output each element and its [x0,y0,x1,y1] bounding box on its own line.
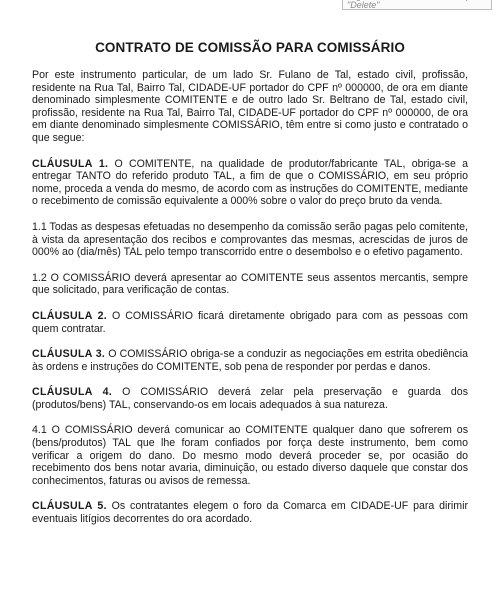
instruction-note-line-2: "Delete" [347,0,380,10]
clause-4-1-paragraph [32,424,468,487]
clause-1-2-paragraph [32,272,468,297]
clause-4-text: O COMISSÁRIO deverá zelar pela preservação e guarda dos (produtos/bens) TAL, conservando-os em locais adequados à sua natureza. [32,386,468,411]
clause-1-1-paragraph [32,221,468,259]
clause-5-text: Os contratantes elegem o foro da Comarca em CIDADE-UF para dirimir eventuais litígios decorrentes do ora acordado. [32,500,468,526]
clause-1-heading: CLÁUSULA 1. [32,157,109,170]
clause-3-heading: CLÁUSULA 3. [32,348,106,361]
clause-2-heading: CLÁUSULA 2. [32,309,108,322]
clause-2-text: O COMISSÁRIO ficará diretamente obrigado para com as pessoas com quem contratar. [32,309,468,335]
clause-4-1-text: 4.1 O COMISSÁRIO deverá comunicar ao COMITENTE qualquer dano que sofrerem os (bens/produtos) TAL que lhe foram confiados por força deste instrumento, bem como verificar a origem do dano. Do mesmo modo deverá proceder se, por ocasião do recebimento dos bens notar avaria, diminuição, ou estado diverso daquele que constar dos conhecimentos, faturas ou avisos de remessa. [32,424,468,487]
clause-4-paragraph [32,386,468,411]
paragraph-text: Por este instrumento particular, de um lado Sr. Fulano de Tal, estado civil, profissão, residente na Rua Tal, Bairro Tal, CIDADE-UF portador do CPF nº 000000, de ora em diante denominado simplesmente COMITENTE e de outro lado Sr. Beltrano de Tal, estado civil, profissão, residente na Rua Tal, Bairro Tal, CIDADE-UF portador do CPF nº 000000, de ora em diante denominado simplesmente COMISSÁRIO, têm entre si como justo e contratado o que segue: [32,69,468,144]
clause-5-paragraph [32,500,468,525]
clause-1-paragraph [32,158,468,208]
clause-1-text: O COMITENTE, na qualidade de produtor/fabricante TAL, obriga-se a entregar TANTO do referido produto TAL, a fim de que o COMISSÁRIO, em seu próprio nome, proceda a venda do mesmo, de acordo com as instruções do COMITENTE, mediante o recebimento de comissão equivalente a 000% sobre o valor do preço bruto da venda. [32,157,468,208]
clause-4-heading: CLÁUSULA 4. [32,386,113,399]
contract-document [32,40,468,539]
instruction-note [342,0,492,10]
clause-1-2-text: 1.2 O COMISSÁRIO deverá apresentar ao COMITENTE seus assentos mercantis, sempre que solicitado, para verificação de contas. [32,271,468,297]
clause-2-paragraph [32,310,468,335]
clause-3-text: O COMISSÁRIO obriga-se a conduzir as negociações em estrita obediência às ordens e instruções do COMITENTE, sob pena de responder por perdas e danos. [32,348,468,373]
preamble-paragraph [32,69,468,145]
clause-3-paragraph [32,348,468,373]
clause-5-heading: CLÁUSULA 5. [32,500,107,513]
clause-1-1-text: 1.1 Todas as despesas efetuadas no desempenho da comissão serão pagas pelo comitente, à vista da apresentação dos recibos e comprovantes das mesmas, acrescidas de juros de 000% ao (dia/mês) TAL pelo tempo transcorrido entre o desembolso e o efetivo pagamento. [32,220,468,259]
document-title: CONTRATO DE COMISSÃO PARA COMISSÁRIO [95,40,405,55]
